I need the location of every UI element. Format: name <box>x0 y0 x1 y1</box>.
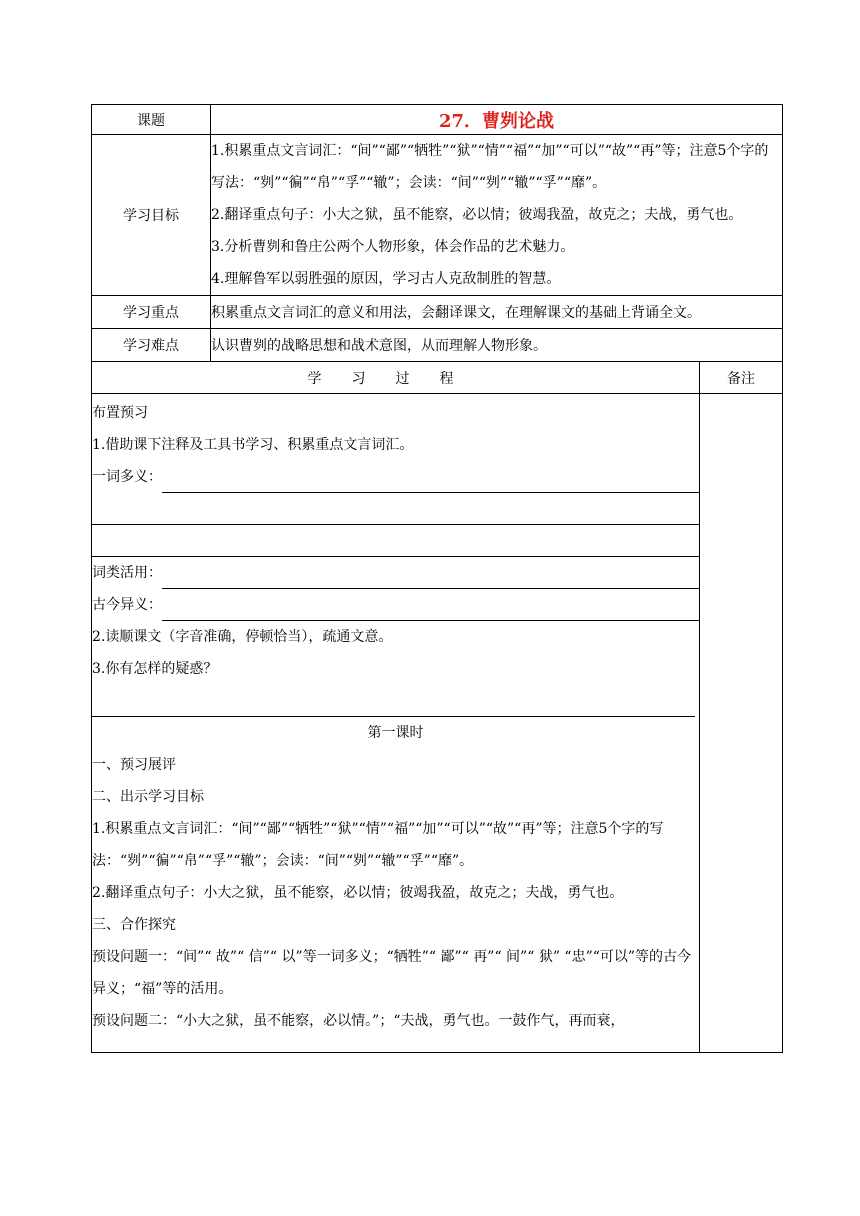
process-body <box>92 394 700 1053</box>
answer-line <box>162 602 699 621</box>
lesson-plan-page <box>91 104 783 1053</box>
preview-item-1: 1.借助课下注释及工具书学习、积累重点文言词汇。 <box>92 437 414 453</box>
word-class-label: 词类活用： <box>92 565 162 581</box>
answer-line <box>92 525 699 557</box>
answer-line <box>92 493 699 525</box>
goal-repeat-1: 1.积累重点文言词汇：“间”“鄙”“牺牲”“狱”“情”“福”“加”“可以”“故”“再”等；注意5个字的写法：“刿”“徧”“帛”“孚”“辙”；会读：“间”“刿”“辙”“孚”“靡”。 <box>92 821 664 869</box>
preview-title: 布置预习 <box>92 405 148 421</box>
answer-line <box>92 685 695 717</box>
word-class-row <box>92 557 699 589</box>
polysemy-row <box>92 461 699 493</box>
polysemy-label: 一词多义： <box>92 469 162 485</box>
difficulty-text: 认识曹刿的战略思想和战术意图，从而理解人物形象。 <box>211 329 783 362</box>
goal-item: 1.积累重点文言词汇：“间”“鄙”“牺牲”“狱”“情”“福”“加”“可以”“故”“再”等；注意5个字的写法：“刿”“徧”“帛”“孚”“辙”；会读：“间”“刿”“辙”“孚”“靡”。 <box>211 143 769 191</box>
lesson-title: 27．曹刿论战 <box>211 105 783 135</box>
goal-item: 2.翻译重点句子：小大之狱，虽不能察，必以情；彼竭我盈，故克之；夫战，勇气也。 <box>211 207 743 223</box>
focus-text: 积累重点文言词汇的意义和用法，会翻译课文，在理解课文的基础上背诵全文。 <box>211 296 783 329</box>
focus-label: 学习重点 <box>92 296 211 329</box>
notes-heading: 备注 <box>700 362 783 394</box>
ancient-modern-row <box>92 589 699 621</box>
preview-item-3: 3.你有怎样的疑惑？ <box>92 661 218 677</box>
question-1: 预设问题一：“间”“ 故”“ 信”“ 以”等一词多义；“牺牲”“ 鄙”“ 再”“ 间”“ 狱” “忠”“可以”等的古今异义；“福”等的活用。 <box>92 949 692 997</box>
preview-item-2: 2.读顺课文（字音准确，停顿恰当），疏通文意。 <box>92 629 393 645</box>
goals-label: 学习目标 <box>92 135 211 296</box>
answer-line <box>162 570 699 589</box>
answer-line <box>162 474 699 493</box>
process-table <box>91 361 783 1053</box>
question-2: 预设问题二：“小大之狱，虽不能察，必以情。”；“夫战，勇气也。一鼓作气，再而衰， <box>92 1013 625 1029</box>
topic-label: 课题 <box>92 105 211 135</box>
goal-item: 3.分析曹刿和鲁庄公两个人物形象，体会作品的艺术魅力。 <box>211 239 575 255</box>
section-show-goals: 二、出示学习目标 <box>92 789 204 805</box>
difficulty-label: 学习难点 <box>92 329 211 362</box>
lesson-title-first: 第一课时 <box>367 725 424 741</box>
section-preview-review: 一、预习展评 <box>92 757 176 773</box>
notes-column <box>700 394 783 1053</box>
section-cooperative: 三、合作探究 <box>92 917 176 933</box>
process-heading: 学习过程 <box>92 362 700 394</box>
goals-cell <box>211 135 783 296</box>
header-table <box>91 104 783 362</box>
ancient-modern-label: 古今异义： <box>92 597 162 613</box>
goal-item: 4.理解鲁军以弱胜强的原因，学习古人克敌制胜的智慧。 <box>211 271 561 287</box>
goal-repeat-2: 2.翻译重点句子：小大之狱，虽不能察，必以情；彼竭我盈，故克之；夫战，勇气也。 <box>92 885 624 901</box>
